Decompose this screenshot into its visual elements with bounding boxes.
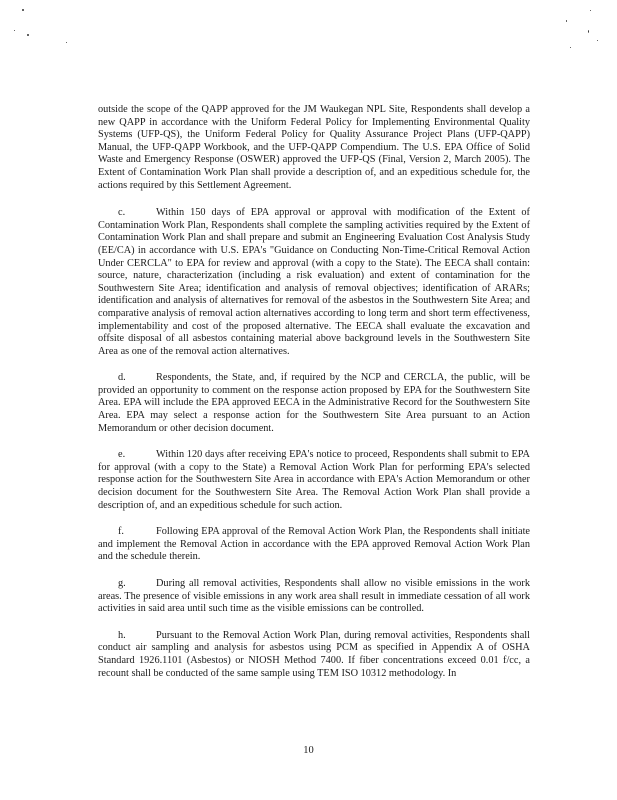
paragraph-label: g. bbox=[118, 578, 126, 589]
page-number: 10 bbox=[303, 745, 314, 756]
scan-speck bbox=[590, 10, 591, 11]
paragraph-label: f. bbox=[118, 526, 125, 538]
paragraph-label: e. bbox=[118, 449, 126, 461]
paragraph-e bbox=[98, 449, 530, 512]
document-body bbox=[98, 104, 530, 694]
intro-paragraph: outside the scope of the QAPP approved for the JM Waukegan NPL Site, Respondents shall develop a new QAPP in accordance with the Uniform Federal Policy for Implementing Environmental Quality Systems (UFP-QS), the Uniform Federal Policy for Quality Assurance Project Plans (UFP-QAPP) Manual, the UFP-QAPP Workbook, and the UFP-QAPP Compendium. The U.S. EPA Office of Solid Waste and Emergency Response (OSWER) approved the UFP-QS (Final, Version 2, March 2005). The Extent of Contamination Work Plan shall provide a description of, and an expeditious schedule for, the actions required by this Settlement Agreement. bbox=[98, 104, 530, 191]
paragraph-text: Respondents, the State, and, if required by the NCP and CERCLA, the public, will be provided an opportunity to comment on the response action proposed by EPA for the Southwestern Site Area. EPA will include the EPA approved EECA in the Administrative Record for the Southwestern Site Area. EPA may select a response action for the Southwestern Site Area pursuant to an Action Memorandum or other decision document. bbox=[98, 372, 530, 434]
paragraph-label: d. bbox=[118, 372, 126, 384]
scan-speck bbox=[27, 34, 29, 36]
paragraph-label: c. bbox=[118, 207, 126, 219]
paragraph-text: During all removal activities, Respondents shall allow no visible emissions in the work areas. The presence of visible emissions in any work area shall result in immediate cessation of all work activities in said area until such time as the visible emissions can be controlled. bbox=[98, 578, 530, 615]
paragraph-label: h. bbox=[118, 629, 126, 641]
scan-speck bbox=[566, 20, 567, 22]
paragraph-d bbox=[98, 372, 530, 435]
paragraph-f bbox=[98, 526, 530, 564]
scan-speck bbox=[588, 30, 589, 33]
scan-speck bbox=[597, 40, 598, 41]
scan-speck bbox=[570, 47, 571, 48]
paragraph-c bbox=[98, 207, 530, 358]
paragraph-text: Following EPA approval of the Removal Action Work Plan, the Respondents shall initiate and implement the Removal Action in accordance with the EPA approved Removal Action Work Plan and the schedule therein. bbox=[98, 526, 530, 563]
paragraph-g bbox=[98, 578, 530, 616]
paragraph-text: Pursuant to the Removal Action Work Plan, during removal activities, Respondents shall conduct air sampling and analysis for asbestos using PCM as specified in Appendix A of OSHA Standard 1926.1101 (Asbestos) or NIOSH Method 7400. If fiber concentrations exceed 0.01 f/cc, a recount shall be conducted of the same sample using TEM ISO 10312 methodology. In bbox=[98, 629, 530, 679]
scan-speck bbox=[66, 42, 67, 43]
paragraph-text: Within 150 days of EPA approval or approval with modification of the Extent of Contamination Work Plan, Respondents shall complete the sampling activities required by the Extent of Contamination Work Plan and shall prepare and submit an Engineering Evaluation Cost Analysis Study (EE/CA) in accordance with U.S. EPA's "Guidance on Conducting Non-Time-Critical Removal Action Under CERCLA" to EPA for review and approval (with a copy to the State). The EECA shall contain: source, nature, characterization (including a risk evaluation) and extent of contamination for the Southwestern Site Area; identification and analysis of removal objectives; identification of ARARs; identification and analysis of alternatives for removal of the asbestos in the Southwestern Site Area; and comparative analysis of removal action alternatives according to long term and short term effectiveness, implementability and cost of the proposed alternative. The EECA shall evaluate the excavation and offsite disposal of all asbestos containing material above background levels in the Southwestern Site Area as one of the removal action alternatives. bbox=[98, 207, 530, 357]
paragraph-text: Within 120 days after receiving EPA's notice to proceed, Respondents shall submit to EPA for approval (with a copy to the State) a Removal Action Work Plan for performing EPA's selected response action for the Southwestern Site Area in accordance with EPA's Action Memorandum or other decision document for the Southwestern Site Area. The Removal Action Work Plan shall provide a description of, and an expeditious schedule for such action. bbox=[98, 449, 530, 511]
paragraph-h bbox=[98, 630, 530, 680]
scan-speck bbox=[14, 30, 15, 31]
scan-speck bbox=[22, 9, 24, 11]
